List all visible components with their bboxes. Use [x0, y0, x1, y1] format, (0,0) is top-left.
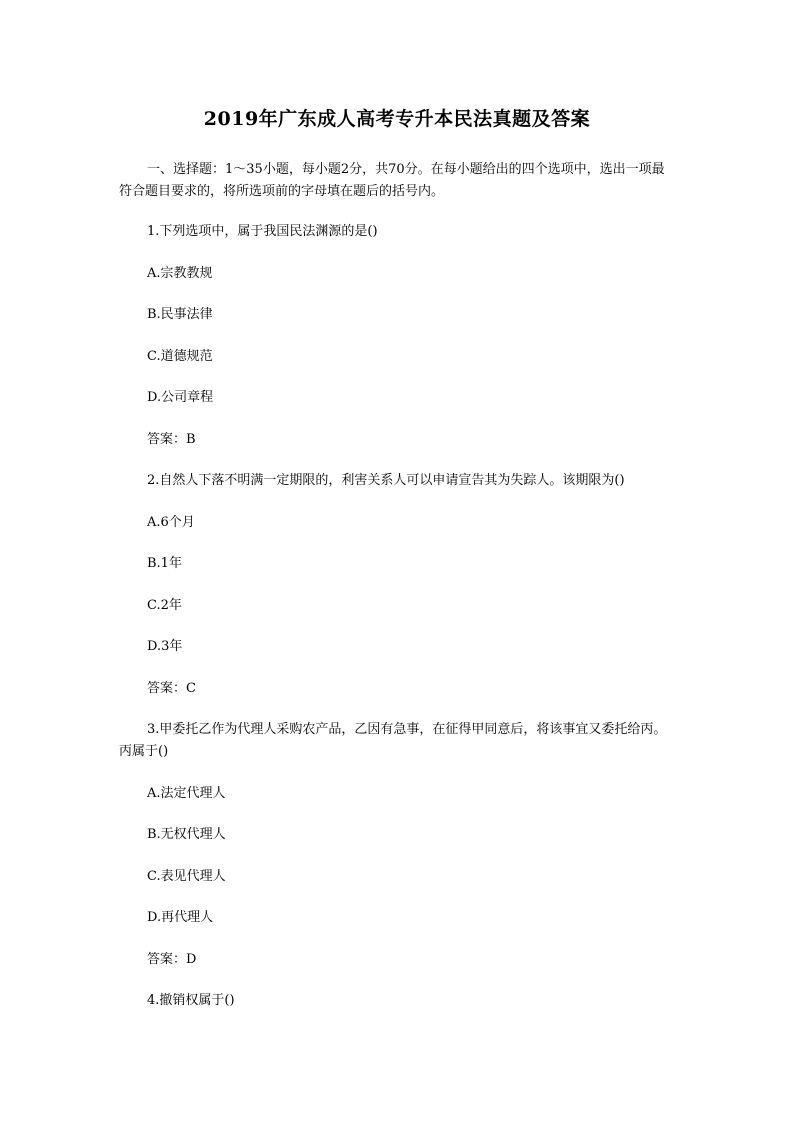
question-1-option-d: D.公司章程 — [147, 390, 214, 405]
question-3-option-c: C.表见代理人 — [147, 869, 226, 884]
question-2-option-a: A.6个月 — [147, 515, 195, 530]
question-1-option-c: C.道德规范 — [147, 349, 213, 364]
question-2-option-c: C.2年 — [147, 598, 182, 613]
section-instructions: 一、选择题：1～35小题，每小题2分，共70分。在每小题给出的四个选项中，选出一项最符合题目要求的，将所选项前的字母填在题后的括号内。 — [119, 162, 665, 199]
question-2-answer: 答案：C — [147, 681, 196, 696]
question-1-stem: 1.下列选项中，属于我国民法渊源的是() — [147, 224, 378, 239]
question-4-stem: 4.撤销权属于() — [147, 993, 235, 1008]
question-2-option-b: B.1年 — [147, 556, 182, 571]
question-3-answer: 答案：D — [147, 952, 197, 967]
question-3-stem: 3.甲委托乙作为代理人采购农产品，乙因有急事，在征得甲同意后，将该事宜又委托给丙。丙属于() — [119, 722, 667, 759]
question-3-option-a: A.法定代理人 — [147, 786, 226, 801]
question-1-option-a: A.宗教教规 — [147, 266, 213, 281]
question-1-answer: 答案：B — [147, 432, 196, 447]
question-2-stem: 2.自然人下落不明满一定期限的，利害关系人可以申请宣告其为失踪人。该期限为() — [147, 473, 625, 488]
question-2-option-d: D.3年 — [147, 639, 183, 654]
question-1-option-b: B.民事法律 — [147, 307, 213, 322]
question-3-option-b: B.无权代理人 — [147, 827, 226, 842]
question-3-option-d: D.再代理人 — [147, 910, 214, 925]
document-title: 2019年广东成人高考专升本民法真题及答案 — [203, 108, 591, 130]
